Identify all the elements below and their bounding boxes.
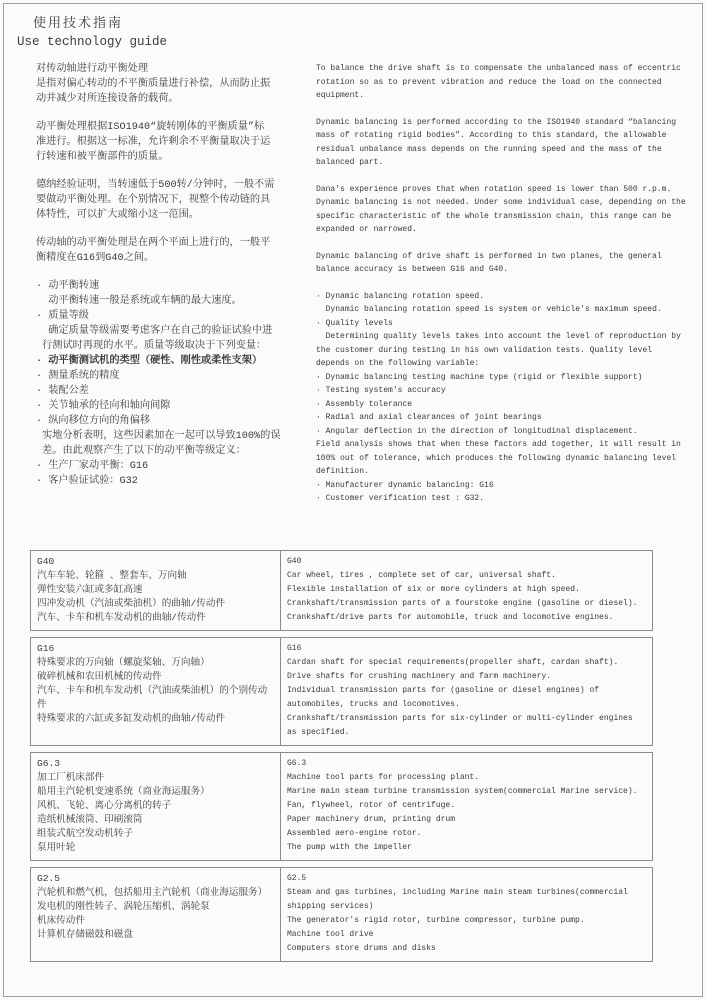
table-cell-line: 造纸机械滚筒、印刷滚筒: [37, 813, 143, 825]
grade-cell-en: [281, 753, 652, 860]
table-cell-line: Assembled aero-engine rotor.: [287, 828, 422, 838]
table-cell-line: 风机、飞轮、离心分离机的转子: [37, 799, 172, 811]
text-line: · 装配公差: [36, 386, 89, 397]
text-line: 体特性，可以扩大或缩小这一范围。: [36, 210, 199, 221]
text-block: [36, 120, 312, 165]
table-cell-line: Crankshaft/transmission parts for six-cylinder or multi-cylinder engines as specified.: [287, 713, 638, 737]
text-line: 衡精度在G16到G40之间。: [36, 253, 155, 264]
table-cell-line: 船用主汽轮机变速系统（商业海运服务）: [37, 785, 210, 797]
text-block: [36, 178, 312, 223]
table-cell-line: Flexible installation of six or more cylinders at high speed.: [287, 584, 580, 594]
intro-columns: [0, 62, 706, 506]
table-cell-line: 汽轮机和燃气机，包括船用主汽轮机（商业海运服务）: [37, 886, 268, 898]
text-line: depends on the following variable:: [316, 359, 480, 368]
page-title-en: Use technology guide: [17, 35, 168, 49]
english-column: [316, 62, 698, 506]
grade-label: G2.5: [287, 873, 307, 883]
table-cell-line: 特殊要求的六缸或多缸发动机的曲轴/传动件: [37, 712, 226, 724]
table-cell-line: 弹性安装六缸或多缸高速: [37, 583, 143, 595]
table-cell-line: 汽车、卡车和机车发动机（汽油或柴油机）的个别传动件: [37, 684, 268, 710]
text-line: rotation so as to prevent vibration and reduce the load on the connected: [316, 77, 662, 87]
text-line: definition.: [316, 467, 369, 476]
text-line: · 关节轴承的径向和轴向间隙: [36, 401, 171, 412]
table-cell-line: 特殊要求的万向轴（螺旋桨轴、万向轴）: [37, 656, 210, 668]
grade-label: G40: [37, 555, 55, 567]
text-line: · 动平衡转速: [36, 281, 100, 292]
text-line: · 测量系统的精度: [36, 371, 120, 382]
table-row: [30, 550, 653, 631]
grade-cell-en: [281, 868, 652, 961]
text-block: [316, 250, 698, 277]
text-line: 对传动轴进行动平衡处理: [36, 64, 149, 75]
text-line: Dynamic balancing of drive shaft is performed in two planes, the general: [316, 251, 662, 261]
table-cell-line: Drive shafts for crushing machinery and farm machinery.: [287, 671, 552, 681]
text-line: · 纵向移位方向的角偏移: [36, 416, 151, 427]
table-cell-line: 机床传动件: [37, 914, 85, 926]
table-cell-line: Paper machinery drum, printing drum: [287, 814, 456, 824]
grade-cell-en: [281, 551, 652, 630]
text-line: specific characteristic of the whole transmission chain, this range can be: [316, 211, 672, 221]
text-line: 是指对偏心转动的不平衡质量进行补偿，从而防止振: [36, 79, 271, 90]
text-line: Dynamic balancing is not needed. Under some individual case, depending on the: [316, 198, 686, 207]
text-line: · Quality levels: [316, 318, 393, 328]
table-cell-line: The pump with the impeller: [287, 842, 412, 852]
text-block: [36, 62, 312, 107]
text-line: mass of rotating rigid bodies”. According to this standard, the allowable: [316, 131, 667, 140]
text-line: 行转速和被平衡部件的质量。: [36, 152, 169, 163]
table-cell-line: Individual transmission parts for (gasoline or diesel engines) of automobiles, trucks and locomotives.: [287, 685, 604, 709]
table-cell-line: 泵用叶轮: [37, 841, 76, 853]
text-block: [316, 62, 698, 103]
chinese-column: [36, 62, 312, 489]
table-cell-line: Marine main steam turbine transmission system(commercial Marine service).: [287, 786, 638, 796]
text-line: · Radial and axial clearances of joint bearings: [316, 413, 542, 422]
text-line: balanced part.: [316, 158, 384, 167]
grade-label: G16: [37, 642, 55, 654]
table-cell-line: 计算机存储磁鼓和磁盘: [37, 928, 133, 940]
text-line: equipment.: [316, 91, 365, 100]
text-line: 动平衡处理根据ISO1940“旋转刚体的平衡质量”标: [36, 122, 265, 133]
table-cell-line: Car wheel, tires , complete set of car, universal shaft.: [287, 570, 556, 580]
page-header: [0, 0, 706, 51]
grade-cell-zh: [31, 868, 281, 961]
text-line: · 动平衡测试机的类型（硬性、刚性或柔性支架）: [36, 356, 263, 367]
table-cell-line: 汽车、卡车和机车发动机的曲轴/传动件: [37, 611, 206, 623]
table-cell-line: Fan, flywheel, rotor of centrifuge.: [287, 800, 456, 810]
table-row: [30, 867, 653, 962]
table-cell-line: 组装式航空发动机转子: [37, 827, 133, 839]
text-line: · 质量等级: [36, 311, 89, 322]
table-cell-line: 破碎机械和农田机械的传动件: [37, 670, 162, 682]
table-row: [30, 637, 653, 746]
text-line: 传动轴的动平衡处理是在两个平面上进行的，一般平: [36, 238, 271, 249]
text-line: 实地分析表明，这些因素加在一起可以导致100%的误: [36, 431, 281, 442]
text-line: residual unbalance mass depends on the running speed and the mass of the: [316, 144, 662, 154]
text-line: Dynamic balancing is performed according to the ISO1940 standard “balancing: [316, 117, 677, 127]
text-line: · Testing system's accuracy: [316, 386, 446, 395]
text-line: To balance the drive shaft is to compensate the unbalanced mass of eccentric: [316, 64, 681, 73]
text-line: 确定质量等级需要考虑客户在自己的验证试验中进: [36, 326, 273, 337]
text-line: Determining quality levels takes into account the level of reproduction by: [316, 332, 681, 341]
table-cell-line: The generator's rigid rotor, turbine compressor, turbine pump.: [287, 915, 585, 925]
grade-cell-zh: [31, 551, 281, 630]
text-line: · Dynamic balancing testing machine type (rigid or flexible support): [316, 372, 643, 382]
text-block: [316, 183, 698, 237]
text-line: Field analysis shows that when these factors add together, it will result in: [316, 440, 681, 449]
table-cell-line: Crankshaft/drive parts for automobile, truck and locomotive engines.: [287, 612, 614, 622]
text-block: [36, 279, 312, 489]
text-line: 要做动平衡处理。在个别情况下，视整个传动链的具: [36, 195, 271, 206]
grade-cell-zh: [31, 753, 281, 860]
text-line: 德纳经验证明，当转速低于500转/分钟时，一般不需: [36, 180, 275, 191]
text-line: · 客户验证试验：G32: [36, 476, 138, 487]
text-line: · Customer verification test : G32.: [316, 494, 485, 503]
table-cell-line: Crankshaft/transmission parts of a fourstoke engine (gasoline or diesel).: [287, 598, 638, 608]
text-line: 100% out of tolerance, which produces the following dynamic balancing level: [316, 453, 677, 463]
grade-label: G6.3: [37, 757, 61, 769]
text-line: · Dynamic balancing rotation speed.: [316, 291, 485, 301]
text-line: Dana's experience proves that when rotation speed is lower than 500 r.p.m.: [316, 184, 672, 194]
text-line: balance accuracy is between G16 and G40.: [316, 265, 509, 274]
table-cell-line: 加工厂机床部件: [37, 771, 105, 783]
text-line: 动并减少对所连接设备的载荷。: [36, 94, 179, 105]
grade-label: G6.3: [287, 758, 307, 768]
grade-label: G2.5: [37, 872, 61, 884]
grade-cell-en: [281, 638, 652, 745]
text-line: · Angular deflection in the direction of longitudinal displacement.: [316, 426, 638, 436]
text-block: [36, 236, 312, 266]
text-block: [316, 116, 698, 170]
text-line: the customer during testing in his own validation tests. Quality level: [316, 345, 653, 355]
text-line: · Manufacturer dynamic balancing: G16: [316, 480, 494, 490]
table-cell-line: Computers store drums and disks: [287, 943, 436, 953]
table-cell-line: Machine tool parts for processing plant.: [287, 772, 480, 782]
page-title-zh: 使用技术指南: [33, 16, 124, 31]
table-cell-line: Machine tool drive: [287, 929, 374, 939]
text-line: 行测试时再现的水平。质量等级取决于下列变量：: [36, 341, 267, 352]
grade-label: G40: [287, 556, 302, 566]
table-cell-line: 发电机的刚性转子、涡轮压缩机、涡轮泵: [37, 900, 210, 912]
text-line: expanded or narrowed.: [316, 225, 417, 234]
text-line: · 生产厂家动平衡：G16: [36, 461, 149, 472]
grade-label: G16: [287, 643, 302, 653]
text-line: 动平衡转速一般是系统或车辆的最大速度。: [36, 296, 242, 307]
balance-grade-table: [30, 550, 653, 962]
grade-cell-zh: [31, 638, 281, 745]
table-cell-line: 四冲发动机（汽油或柴油机）的曲轴/传动件: [37, 597, 226, 609]
table-cell-line: Cardan shaft for special requirements(propeller shaft, cardan shaft).: [287, 657, 619, 667]
table-cell-line: Steam and gas turbines, including Marine main steam turbines(commercial shipping services): [287, 887, 633, 911]
text-line: 准进行。根据这一标准，允许剩余不平衡量取决于运: [36, 137, 271, 148]
text-block: [316, 290, 698, 506]
table-cell-line: 汽车车轮、轮箍 、整套车、万向轴: [37, 569, 187, 581]
table-row: [30, 752, 653, 861]
text-line: 差。由此观察产生了以下的动平衡等级定义：: [36, 446, 246, 457]
text-line: · Assembly tolerance: [316, 399, 413, 409]
text-line: Dynamic balancing rotation speed is system or vehicle's maximum speed.: [316, 305, 662, 314]
